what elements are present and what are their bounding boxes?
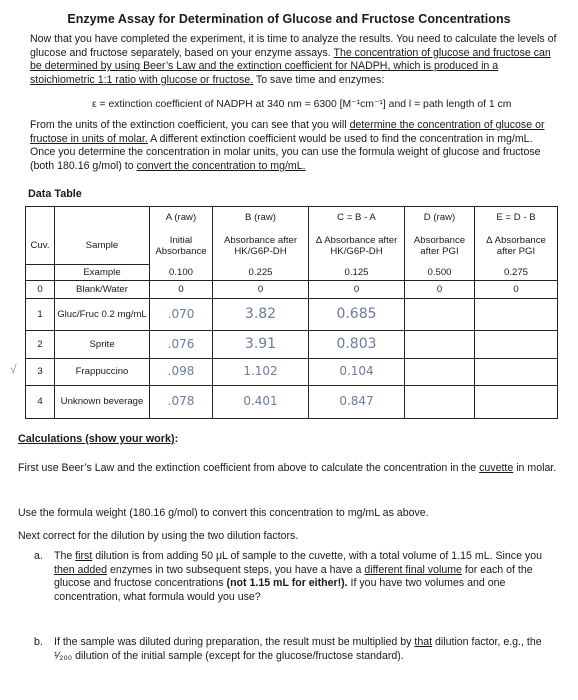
value-d-cell (405, 299, 475, 331)
table-top-header-row (26, 207, 558, 228)
handwritten-value-a: .098 (150, 358, 213, 385)
value-d-cell (405, 358, 475, 385)
extinction-formula: ε = extinction coefficient of NADPH at 340 nm = 6300 [M⁻¹cm⁻¹] and l = path length of 1 cm (92, 99, 512, 110)
list-marker: b. (34, 636, 43, 648)
handwritten-value-a: .078 (150, 385, 213, 418)
example-a: 0.100 (150, 264, 213, 281)
sample-cell: Blank/Water (55, 281, 150, 299)
handwritten-value-c: 0.847 (309, 385, 405, 418)
handwritten-value-c: 0.104 (309, 358, 405, 385)
handwritten-value-c: 0.803 (309, 331, 405, 359)
beers-law-text-end: in molar. (513, 462, 557, 474)
sub-header-a: Initial Absorbance (150, 227, 213, 264)
list-item (34, 636, 554, 663)
sample-header: Sample (55, 227, 150, 264)
sub-header-e: Δ Absorbance after PGI (475, 227, 558, 264)
intro-paragraph (30, 33, 560, 87)
header-e: E = D - B (475, 207, 558, 228)
sample-cell: Unknown beverage (55, 385, 150, 418)
cuv-cell: 4 (26, 385, 55, 418)
cuv-header: Cuv. (26, 227, 55, 264)
table-row (26, 281, 558, 299)
example-cuv (26, 264, 55, 281)
data-table (25, 206, 558, 419)
handwritten-value-c: 0.685 (309, 299, 405, 331)
table-sub-header-row (26, 227, 558, 264)
formula-weight-instruction: Use the formula weight (180.16 g/mol) to convert this concentration to mg/mL as above. (18, 507, 429, 519)
value-d-cell: 0 (405, 281, 475, 299)
calculations-colon: : (174, 433, 179, 445)
calculations-heading (18, 433, 178, 445)
units-text-mid: A different extinction coefficient would be used to find the concentration in mg/mL. Once you determine the concentration in molar units, you can use the formula weight of glucose and fructose (both 180.16 g/mol) to (30, 132, 541, 172)
page-title: Enzyme Assay for Determination of Glucose and Fructose Concentrations (67, 12, 511, 26)
header-c: C = B - A (309, 207, 405, 228)
value-e-cell: 0 (475, 281, 558, 299)
value-e-cell (475, 331, 558, 359)
sub-header-b: Absorbance after HK/G6P-DH (213, 227, 309, 264)
example-row (26, 264, 558, 281)
cuv-cell: 2 (26, 331, 55, 359)
example-b: 0.225 (213, 264, 309, 281)
value-d-cell (405, 385, 475, 418)
value-e-cell (475, 358, 558, 385)
value-e-cell (475, 385, 558, 418)
list-item-text: The first dilution is from adding 50 μL of sample to the cuvette, with a total volume of 1.15 mL. Since you then added enzymes in two subsequent steps, you have a have a different final volume for each of the glucose and fructose concentrations (not 1.15 mL for either!). If you have two volumes and one concentration, what formula would you use? (54, 550, 542, 603)
cuv-cell: 3 (26, 358, 55, 385)
handwritten-value-b: 3.82 (213, 299, 309, 331)
dilution-instruction: Next correct for the dilution by using the two dilution factors. (18, 530, 299, 542)
example-sample: Example (55, 264, 150, 281)
example-d: 0.500 (405, 264, 475, 281)
beers-law-instruction (18, 461, 563, 475)
calculations-label: Calculations (show your work) (18, 433, 175, 445)
list-marker: a. (34, 550, 43, 562)
header-d: D (raw) (405, 207, 475, 228)
intro-text: Now that you have completed the experiment, it is time to analyze the results. You need to calculate the levels of glucose and fructose separately, based on your enzyme assays. (30, 33, 557, 59)
cuv-cell: 1 (26, 299, 55, 331)
value-a-cell: 0 (150, 281, 213, 299)
table-row (26, 358, 558, 385)
units-underlined-end: convert the concentration to mg/mL. (136, 159, 306, 172)
intro-underlined-text: The concentration of glucose and fructose can be determined by using Beer’s Law and the extinction coefficient for NADPH, which is produced in a stoichiometric 1:1 ratio with glucose or fructose. (30, 46, 551, 86)
table-row (26, 299, 558, 331)
units-paragraph (30, 119, 560, 173)
header-b: B (raw) (213, 207, 309, 228)
value-c-cell: 0 (309, 281, 405, 299)
handwritten-check-mark: √ (10, 362, 17, 376)
units-text: From the units of the extinction coefficient, you can see that you will (30, 119, 350, 131)
sample-cell: Gluc/Fruc 0.2 mg/mL (55, 299, 150, 331)
beers-law-text: First use Beer’s Law and the extinction coefficient from above to calculate the concentration in the (18, 462, 480, 474)
sub-header-d: Absorbance after PGI (405, 227, 475, 264)
handwritten-value-b: 0.401 (213, 385, 309, 418)
sample-header-top (55, 207, 150, 228)
list-item-text: If the sample was diluted during preparation, the result must be multiplied by that dilution factor, e.g., the ¹⁄₂₀₀ dilution of the initial sample (except for the glucose/fructose standard). (54, 636, 542, 662)
value-e-cell (475, 299, 558, 331)
beers-law-underlined: cuvette (479, 462, 514, 474)
units-underlined-text: determine the concentration of glucose or fructose in units of molar. (30, 119, 545, 145)
example-e: 0.275 (475, 264, 558, 281)
value-b-cell: 0 (213, 281, 309, 299)
list-item (34, 550, 554, 604)
cuv-header-top (26, 207, 55, 228)
value-d-cell (405, 331, 475, 359)
sub-header-c: Δ Absorbance after HK/G6P-DH (309, 227, 405, 264)
handwritten-value-a: .070 (150, 299, 213, 331)
intro-text-end: To save time and enzymes: (253, 73, 385, 86)
sample-cell: Sprite (55, 331, 150, 359)
handwritten-value-a: .076 (150, 331, 213, 359)
cuv-cell: 0 (26, 281, 55, 299)
table-row (26, 385, 558, 418)
header-a: A (raw) (150, 207, 213, 228)
handwritten-value-b: 3.91 (213, 331, 309, 359)
handwritten-value-b: 1.102 (213, 358, 309, 385)
sample-cell: Frappuccino (55, 358, 150, 385)
table-row (26, 331, 558, 359)
example-c: 0.125 (309, 264, 405, 281)
data-table-label: Data Table (28, 188, 82, 200)
